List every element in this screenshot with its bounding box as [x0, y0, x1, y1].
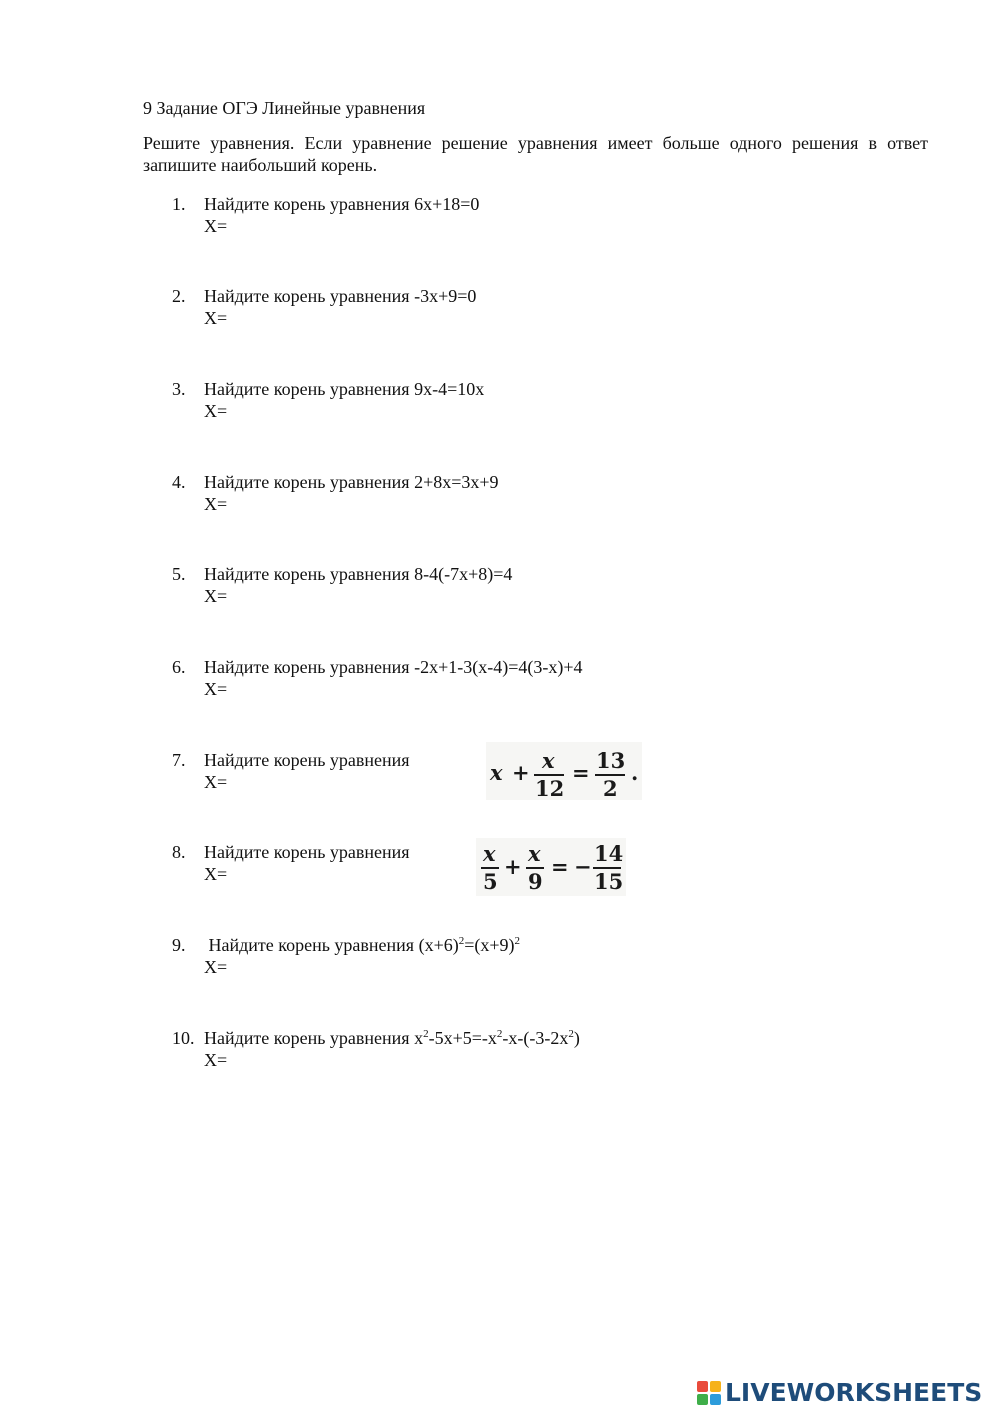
answer-field[interactable]: X= — [204, 401, 228, 421]
task-number: 6. — [172, 657, 186, 677]
task-text: Найдите корень уравнения — [204, 1028, 415, 1048]
exponent: 2 — [496, 1028, 503, 1040]
task-text: Найдите корень уравнения -3x+9=0 — [204, 286, 477, 306]
task-text: Найдите корень уравнения — [204, 935, 419, 955]
exponent: 2 — [458, 935, 465, 947]
exponent: 2 — [514, 935, 521, 947]
eq8-equals: = — [551, 854, 569, 879]
answer-field[interactable]: X= — [204, 957, 228, 977]
task-10-part: -5x+5=-x — [428, 1028, 497, 1048]
eq8-plus: + — [504, 854, 522, 879]
logo-text: LIVEWORKSHEETS — [725, 1378, 983, 1407]
task-number: 2. — [172, 286, 186, 306]
eq7-result-numerator: 13 — [596, 748, 626, 773]
eq7-equals: = — [572, 760, 590, 785]
answer-field[interactable]: X= — [204, 494, 228, 514]
task-item — [172, 563, 932, 607]
equation-7-image — [486, 742, 642, 800]
task-number: 10. — [172, 1028, 195, 1048]
eq7-denominator: 12 — [535, 776, 565, 800]
task-10-part: -x-(-3-2x — [502, 1028, 569, 1048]
task-10-part: ) — [573, 1028, 580, 1048]
task-item — [172, 193, 932, 237]
task-number: 3. — [172, 379, 186, 399]
task-text: Найдите корень уравнения 6x+18=0 — [204, 194, 480, 214]
liveworksheets-logo[interactable] — [697, 1378, 982, 1408]
eq7-dot: . — [631, 760, 639, 785]
answer-field[interactable]: X= — [204, 864, 228, 884]
task-10-part: x — [414, 1028, 424, 1048]
exponent: 2 — [568, 1028, 574, 1040]
task-text: Найдите корень уравнения 8-4(-7x+8)=4 — [204, 564, 513, 584]
task-number: 8. — [172, 842, 186, 862]
task-text: Найдите корень уравнения 2+8x=3x+9 — [204, 472, 499, 492]
logo-icon — [697, 1381, 721, 1405]
task-text: Найдите корень уравнения -2x+1-3(x-4)=4(3-x)+4 — [204, 657, 583, 677]
eq8-result-denominator: 15 — [594, 869, 624, 894]
task-number: 7. — [172, 750, 186, 770]
task-item — [172, 934, 932, 978]
eq8-result-numerator: 14 — [594, 841, 624, 866]
answer-field[interactable]: X= — [204, 772, 228, 792]
task-number: 4. — [172, 472, 186, 492]
equation-8-image — [476, 838, 626, 896]
task-9-part: =(x+9) — [464, 935, 515, 955]
eq7-plus: + — [512, 760, 530, 785]
task-item — [172, 656, 932, 700]
eq7-numerator: x — [542, 748, 555, 773]
equation-7 — [486, 742, 642, 800]
eq7-x: x — [490, 760, 503, 785]
task-number: 9. — [172, 935, 186, 955]
task-number: 1. — [172, 194, 186, 214]
eq8-numerator-2: x — [528, 841, 541, 866]
task-9-part: (x+6) — [418, 935, 459, 955]
task-number: 5. — [172, 564, 186, 584]
answer-field[interactable]: X= — [204, 308, 228, 328]
eq8-denominator-2: 9 — [528, 869, 543, 894]
task-text: Найдите корень уравнения 9x-4=10x — [204, 379, 485, 399]
worksheet-title: 9 Задание ОГЭ Линейные уравнения — [143, 98, 426, 118]
instructions: Решите уравнения. Если уравнение решение уравнения имеет больше одного решения в ответ запишите наибольший корень. — [143, 133, 928, 175]
equation-8 — [476, 838, 626, 896]
task-item — [172, 378, 932, 422]
task-text: Найдите корень уравнения — [204, 750, 410, 770]
task-item — [172, 285, 932, 329]
exponent: 2 — [423, 1028, 429, 1040]
answer-field[interactable]: X= — [204, 216, 228, 236]
eq7-result-denominator: 2 — [603, 776, 618, 800]
eq8-denominator-1: 5 — [483, 869, 498, 894]
answer-field[interactable]: X= — [204, 1050, 228, 1070]
answer-field[interactable]: X= — [204, 586, 228, 606]
task-text: Найдите корень уравнения — [204, 842, 410, 862]
task-item — [172, 471, 932, 515]
task-item — [172, 1027, 932, 1071]
eq8-numerator-1: x — [483, 841, 496, 866]
eq8-minus: − — [574, 854, 592, 879]
answer-field[interactable]: X= — [204, 679, 228, 699]
